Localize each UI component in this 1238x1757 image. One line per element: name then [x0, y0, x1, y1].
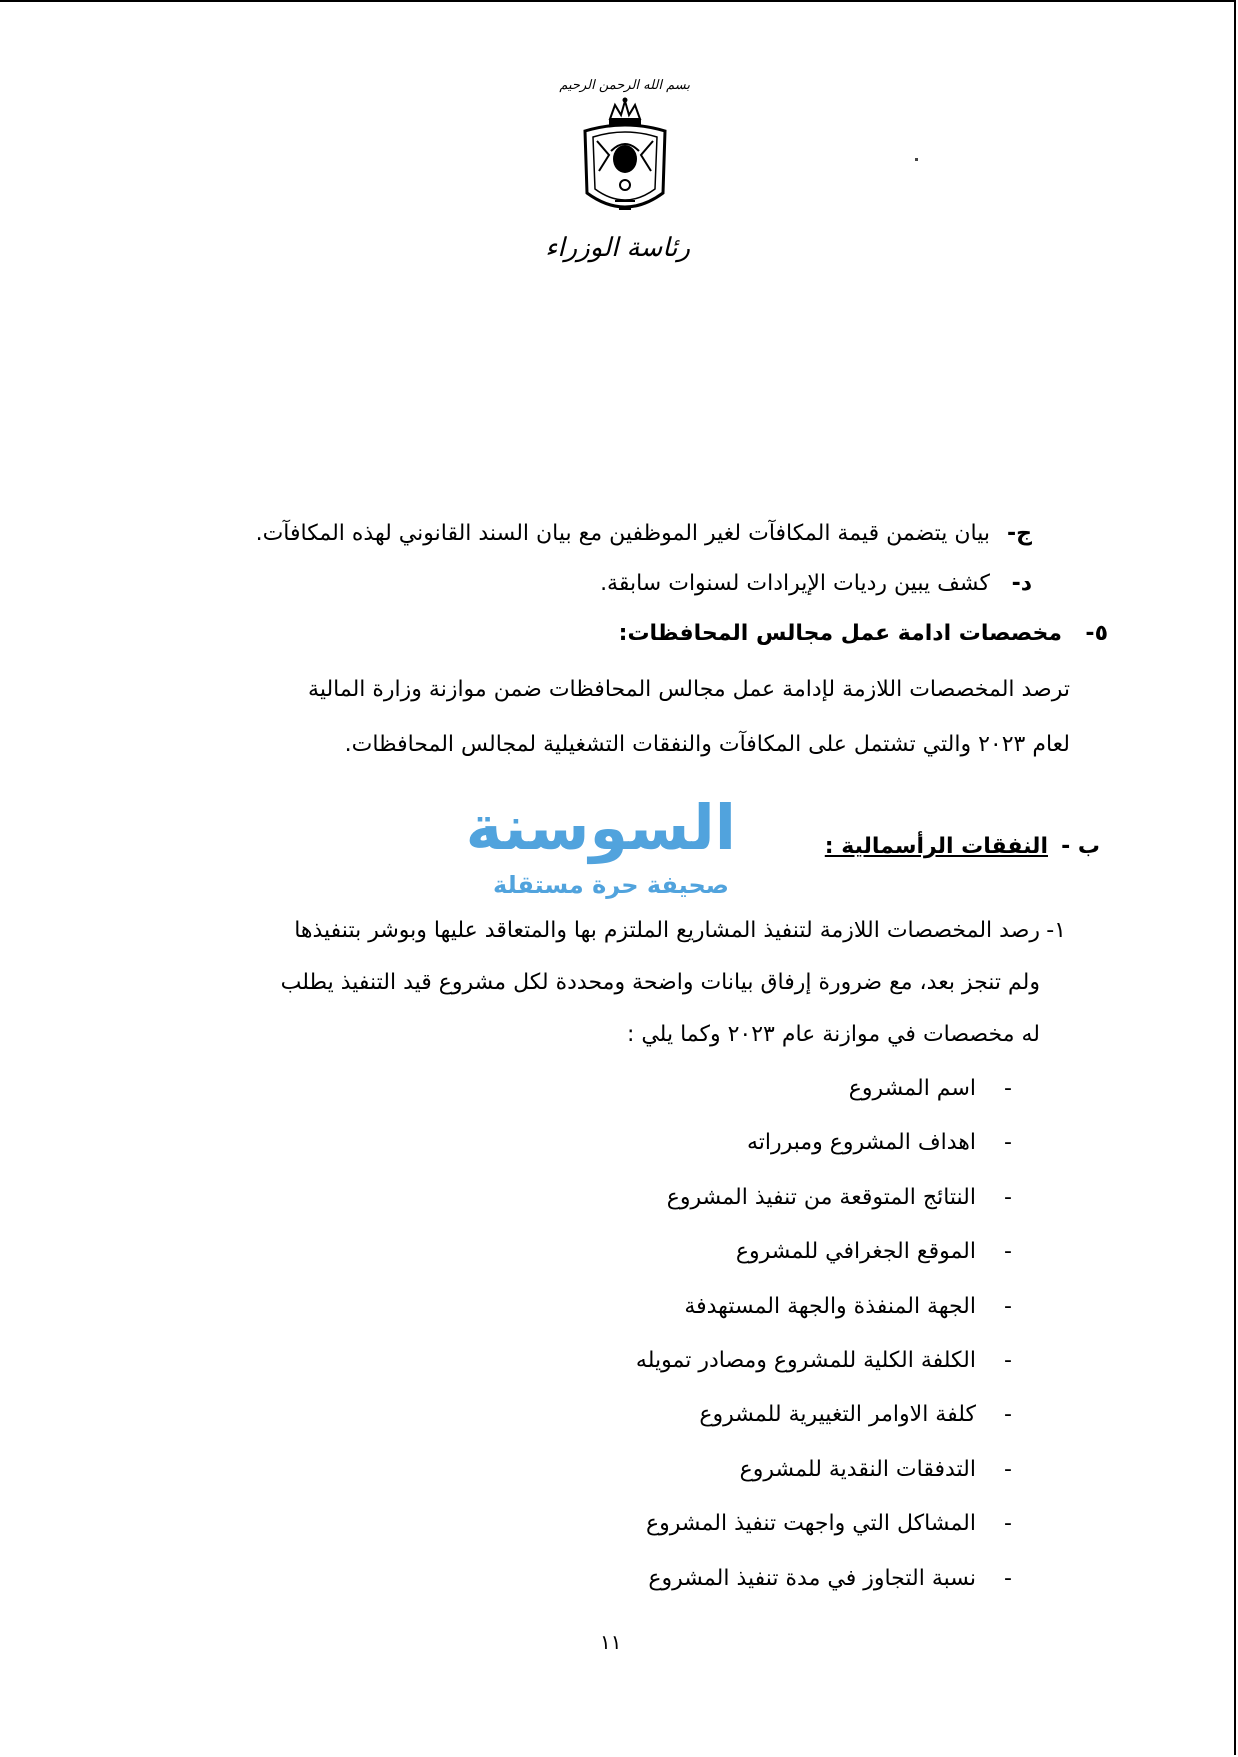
- item1-line3: له مخصصات في موازنة عام ٢٠٢٣ وكما يلي :: [626, 1022, 1040, 1047]
- section5-paragraph-line2: لعام ٢٠٢٣ والتي تشتمل على المكافآت والنفقات التشغيلية لمجالس المحافظات.: [344, 732, 1070, 757]
- item-jeem-marker: ج-: [1007, 521, 1032, 546]
- bullet-item: اسم المشروع: [848, 1076, 976, 1101]
- item-dal-text: كشف يبين رديات الإيرادات لسنوات سابقة.: [600, 571, 990, 596]
- sectionB-marker: ب -: [1061, 834, 1100, 859]
- bullet-item: المشاكل التي واجهت تنفيذ المشروع: [646, 1511, 976, 1536]
- coat-of-arms-icon: [575, 97, 675, 227]
- item-dal-marker: د-: [1011, 571, 1032, 596]
- bullet-dash: -: [1004, 1185, 1012, 1210]
- watermark-tagline: صحيفة حرة مستقلة: [493, 871, 729, 899]
- bullet-dash: -: [1004, 1457, 1012, 1482]
- bullet-dash: -: [1004, 1076, 1012, 1101]
- bullet-dash: -: [1004, 1402, 1012, 1427]
- item1-line1: رصد المخصصات اللازمة لتنفيذ المشاريع الملتزم بها والمتعاقد عليها وبوشر بتنفيذها: [294, 918, 1040, 943]
- bullet-item: التدفقات النقدية للمشروع: [739, 1457, 976, 1482]
- bullet-dash: -: [1004, 1130, 1012, 1155]
- section5-paragraph-line1: ترصد المخصصات اللازمة لإدامة عمل مجالس المحافظات ضمن موازنة وزارة المالية: [308, 677, 1070, 702]
- bullet-item: النتائج المتوقعة من تنفيذ المشروع: [666, 1185, 976, 1210]
- bullet-item: اهداف المشروع ومبرراته: [746, 1130, 976, 1155]
- section5-marker: ٥-: [1085, 621, 1108, 646]
- header-emblem: [545, 78, 690, 308]
- item-jeem-text: بيان يتضمن قيمة المكافآت لغير الموظفين مع بيان السند القانوني لهذه المكافآت.: [255, 521, 990, 546]
- bullet-dash: -: [1004, 1511, 1012, 1536]
- bullet-item: الجهة المنفذة والجهة المستهدفة: [684, 1294, 976, 1319]
- scan-speck: [915, 158, 918, 161]
- sectionB-heading: النفقات الرأسمالية :: [824, 834, 1048, 859]
- bullet-dash: -: [1004, 1566, 1012, 1591]
- bullet-item: الكلفة الكلية للمشروع ومصادر تمويله: [635, 1348, 976, 1373]
- office-name: رئاسة الوزراء: [545, 233, 690, 263]
- bullet-item: نسبة التجاوز في مدة تنفيذ المشروع: [648, 1566, 976, 1591]
- bullet-dash: -: [1004, 1294, 1012, 1319]
- watermark-title: السوسنة: [465, 791, 736, 864]
- section5-heading: مخصصات ادامة عمل مجالس المحافظات:: [618, 621, 1062, 646]
- bullet-item: الموقع الجغرافي للمشروع: [735, 1239, 976, 1264]
- bullet-item: كلفة الاوامر التغييرية للمشروع: [699, 1402, 976, 1427]
- page-number: ١١: [600, 1630, 622, 1654]
- item1-marker: ١-: [1046, 918, 1066, 943]
- item1-line2: ولم تنجز بعد، مع ضرورة إرفاق بيانات واضحة ومحددة لكل مشروع قيد التنفيذ يطلب: [280, 970, 1040, 995]
- bullet-dash: -: [1004, 1348, 1012, 1373]
- bullet-dash: -: [1004, 1239, 1012, 1264]
- basmala: بسم الله الرحمن الرحيم: [559, 78, 690, 93]
